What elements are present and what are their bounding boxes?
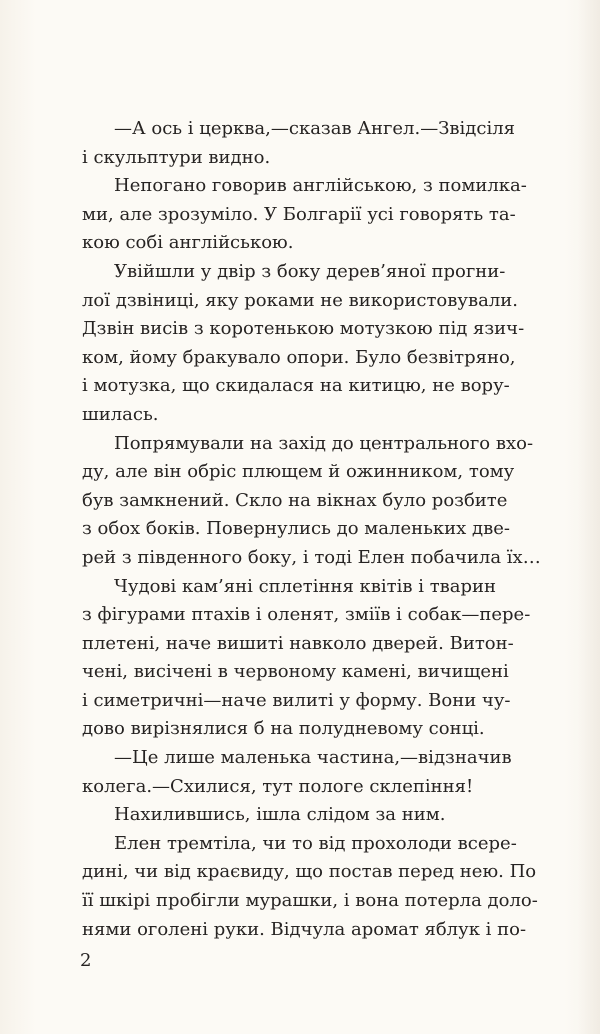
page-edge-shadow [578, 0, 600, 1034]
text-line: нями оголені руки. Відчула аромат яблук і по- [82, 918, 527, 940]
text-line: і мотузка, що скидалася на китицю, не вору- [82, 375, 510, 397]
text-line: Попрямували на захід до центрального вхо- [114, 432, 534, 454]
text-line: дово вирізнялися б на полудневому сонці. [82, 718, 485, 740]
text-line: дині, чи від краєвиду, що постав перед нею. По [82, 861, 537, 883]
text-line: Чудові кам’яні сплетіння квітів і тварин [114, 575, 497, 597]
text-line: ми, але зрозуміло. У Болгарії усі говорять та- [82, 203, 516, 225]
text-line: був замкнений. Скло на вікнах було розбите [82, 489, 508, 511]
page-number: 2 [80, 950, 92, 971]
text-line: Непогано говорив англійською, з помилка- [114, 175, 527, 197]
text-line: рей з південного боку, і тоді Елен побачила їх… [82, 546, 541, 568]
text-line: ду, але він обріс плющем й ожинником, тому [82, 461, 515, 483]
text-line: плетені, наче вишиті навколо дверей. Витон- [82, 632, 514, 654]
text-line: з фігурами птахів і оленят, зміїв і собак—пере- [82, 604, 531, 626]
text-line: кою собі англійською. [82, 232, 294, 254]
text-line: її шкірі пробігли мурашки, і вона потерла доло- [82, 890, 538, 912]
text-line: —Це лише маленька частина,—відзначив [114, 747, 512, 769]
text-line: Нахилившись, ішла слідом за ним. [114, 804, 446, 826]
text-line: Дзвін висів з коротенькою мотузкою під язич- [82, 318, 525, 340]
text-line: і скульптури видно. [82, 146, 271, 168]
text-line: —А ось і церква,—сказав Ангел.—Звідсіля [114, 118, 516, 139]
text-line: і симетричні—наче вилиті у форму. Вони чу- [82, 689, 511, 711]
text-line: колега.—Схилися, тут пологе склепіння! [82, 775, 474, 797]
text-line: шилась. [82, 403, 159, 425]
text-line: з обох боків. Повернулись до маленьких две- [82, 518, 510, 540]
body-text [82, 115, 572, 944]
text-line: лої дзвіниці, яку роками не використовували. [82, 289, 519, 311]
text-line: ком, йому бракувало опори. Було безвітряно, [82, 346, 516, 368]
text-line: Увійшли у двір з боку дерев’яної прогни- [114, 260, 506, 282]
text-line: чені, висічені в червоному камені, вичищені [82, 661, 509, 683]
text-line: Елен тремтіла, чи то від прохолоди всере- [114, 832, 517, 854]
